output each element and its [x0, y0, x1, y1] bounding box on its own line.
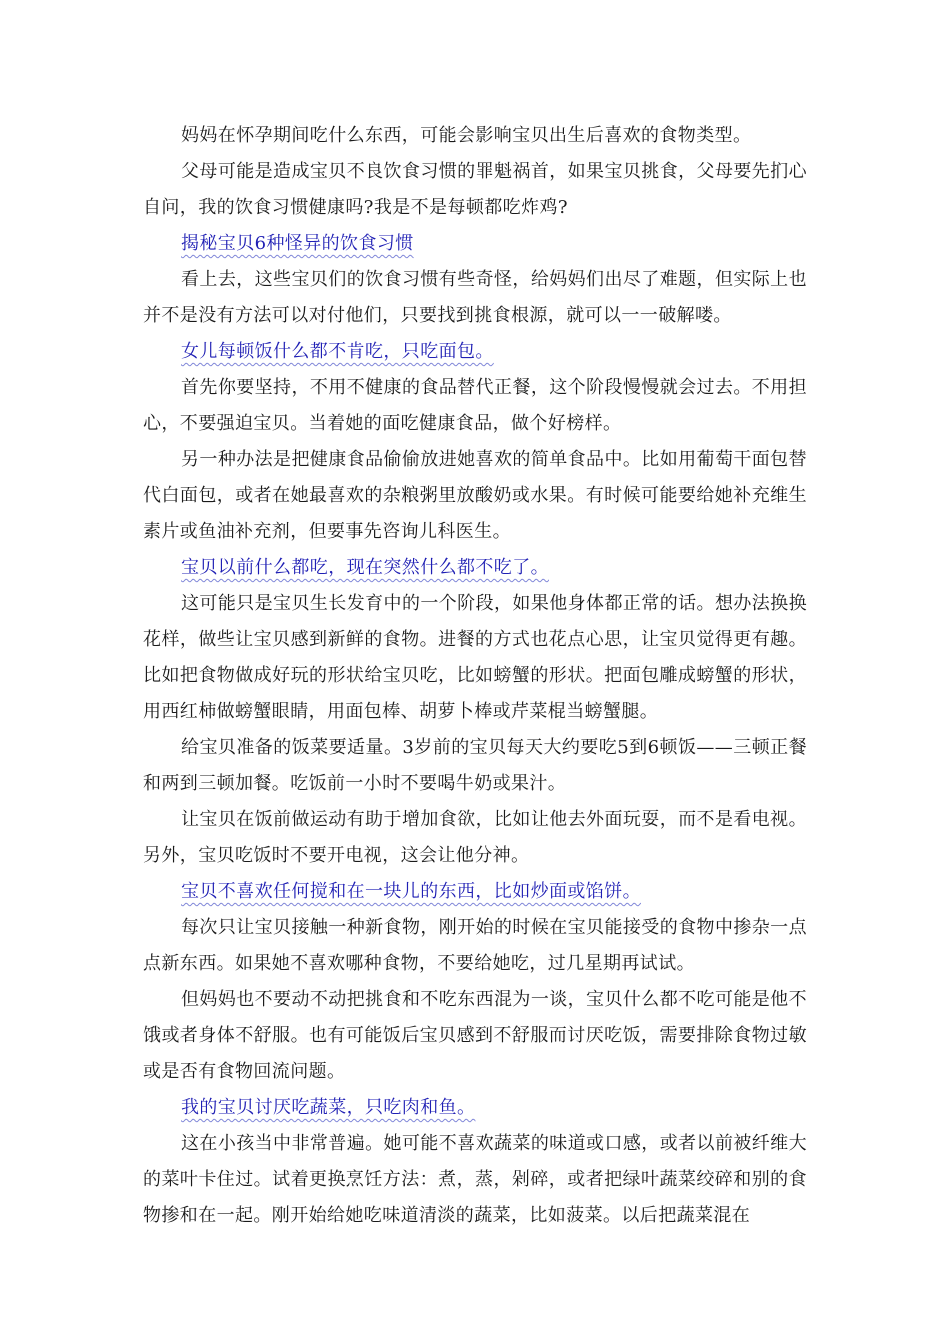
paragraph: 另一种办法是把健康食品偷偷放进她喜欢的简单食品中。比如用葡萄干面包替代白面包，或者在她最喜欢的杂粮粥里放酸奶或水果。有时候可能要给她补充维生素片或鱼油补充剂，但要事先咨询儿科医生。	[143, 449, 807, 542]
paragraph: 每次只让宝贝接触一种新食物，刚开始的时候在宝贝能接受的食物中掺杂一点点新东西。如果她不喜欢哪种食物，不要给她吃，过几星期再试试。	[143, 917, 807, 974]
section-heading-text: 宝贝不喜欢任何搅和在一块儿的东西，比如炒面或馅饼。	[181, 881, 641, 902]
section-heading	[143, 874, 807, 910]
paragraph: 让宝贝在饭前做运动有助于增加食欲，比如让他去外面玩耍，而不是看电视。另外，宝贝吃饭时不要开电视，这会让他分神。	[143, 809, 807, 866]
section-heading	[143, 226, 807, 262]
article-body	[143, 118, 807, 1234]
paragraph: 看上去，这些宝贝们的饮食习惯有些奇怪，给妈妈们出尽了难题，但实际上也并不是没有方法可以对付他们，只要找到挑食根源，就可以一一破解喽。	[143, 269, 807, 326]
paragraph: 这在小孩当中非常普遍。她可能不喜欢蔬菜的味道或口感，或者以前被纤维大的菜叶卡住过。试着更换烹饪方法：煮，蒸，剁碎，或者把绿叶蔬菜绞碎和别的食物掺和在一起。刚开始给她吃味道清淡的蔬菜，比如菠菜。以后把蔬菜混在	[143, 1133, 807, 1226]
section-heading	[143, 334, 807, 370]
paragraph: 妈妈在怀孕期间吃什么东西，可能会影响宝贝出生后喜欢的食物类型。	[181, 125, 752, 146]
section-heading-text: 宝贝以前什么都吃，现在突然什么都不吃了。	[181, 557, 549, 578]
section-heading-text: 揭秘宝贝6种怪异的饮食习惯	[181, 233, 414, 254]
paragraph: 首先你要坚持，不用不健康的食品替代正餐，这个阶段慢慢就会过去。不用担心，不要强迫宝贝。当着她的面吃健康食品，做个好榜样。	[143, 377, 807, 434]
paragraph: 但妈妈也不要动不动把挑食和不吃东西混为一谈，宝贝什么都不吃可能是他不饿或者身体不舒服。也有可能饭后宝贝感到不舒服而讨厌吃饭，需要排除食物过敏或是否有食物回流问题。	[143, 989, 807, 1082]
section-heading	[143, 1090, 807, 1126]
section-heading	[143, 550, 807, 586]
paragraph: 父母可能是造成宝贝不良饮食习惯的罪魁祸首，如果宝贝挑食，父母要先扪心自问，我的饮食习惯健康吗?我是不是每顿都吃炸鸡?	[143, 161, 807, 218]
paragraph: 给宝贝准备的饭菜要适量。3岁前的宝贝每天大约要吃5到6顿饭——三顿正餐和两到三顿加餐。吃饭前一小时不要喝牛奶或果汁。	[143, 737, 807, 794]
section-heading-text: 我的宝贝讨厌吃蔬菜，只吃肉和鱼。	[181, 1097, 476, 1118]
paragraph: 这可能只是宝贝生长发育中的一个阶段，如果他身体都正常的话。想办法换换花样，做些让宝贝感到新鲜的食物。进餐的方式也花点心思，让宝贝觉得更有趣。比如把食物做成好玩的形状给宝贝吃，比如螃蟹的形状。把面包雕成螃蟹的形状，用西红柿做螃蟹眼睛，用面包棒、胡萝卜棒或芹菜棍当螃蟹腿。	[143, 593, 807, 722]
section-heading-text: 女儿每顿饭什么都不肯吃，只吃面包。	[181, 341, 494, 362]
